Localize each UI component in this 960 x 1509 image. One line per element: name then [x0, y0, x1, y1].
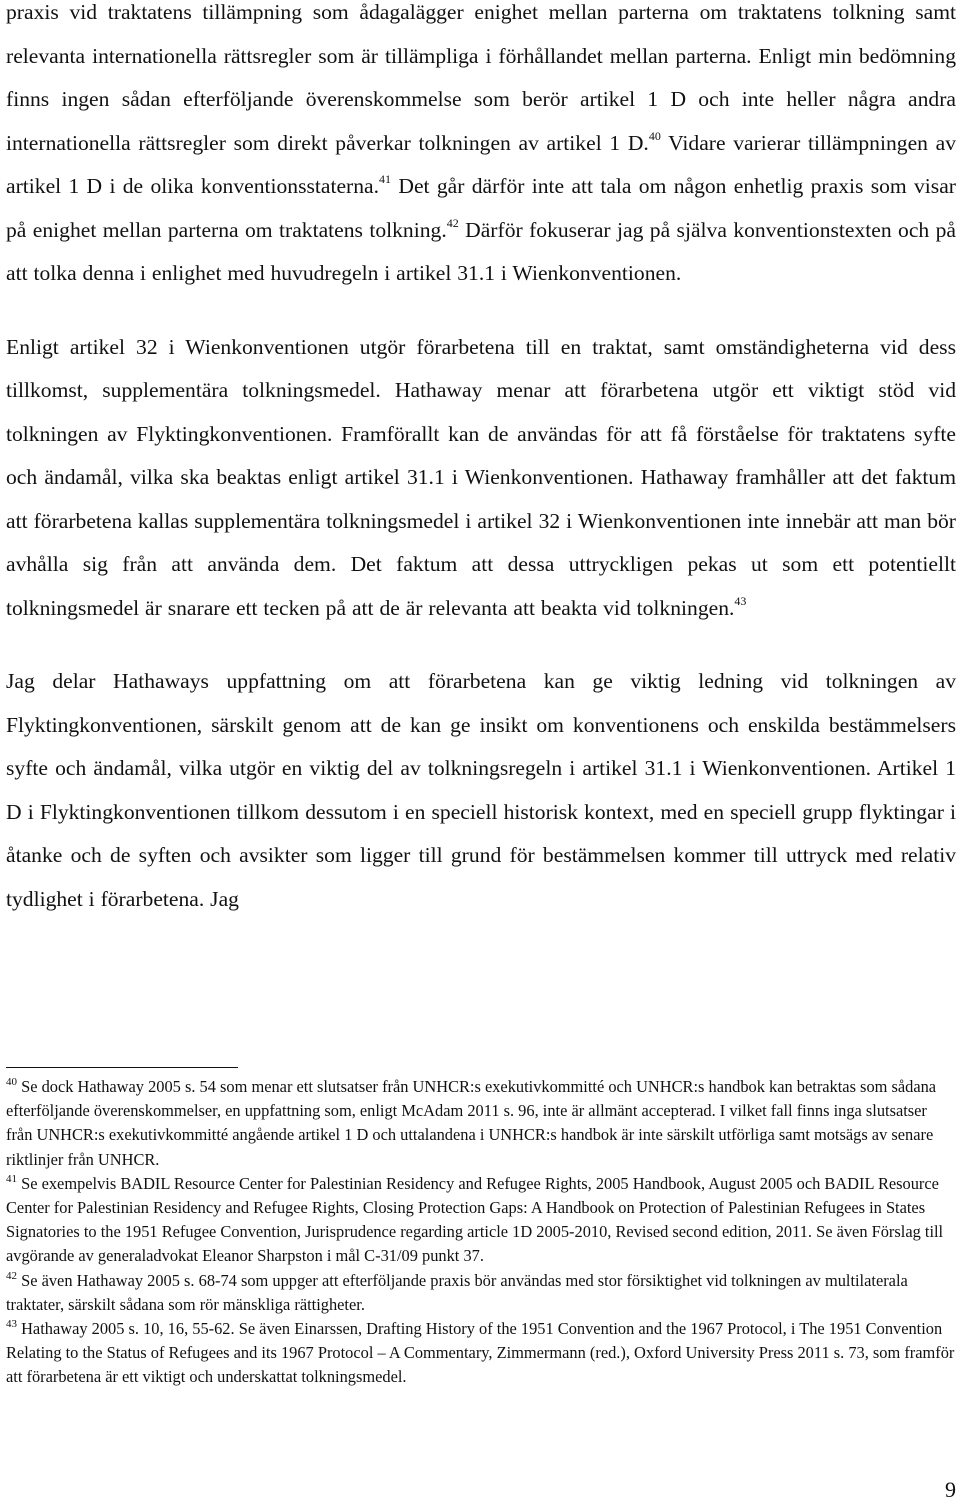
paragraph-text: Jag delar Hathaways uppfattning om att förarbetena kan ge viktig ledning vid tolkningen av Flyktingkonventionen, särskilt genom att de kan ge insikt om konventionens och enskilda bestämmelsers syfte och ändamål, vilka utgör en viktig del av tolkningsregeln i artikel 31.1 i Wienkonventionen. Artikel 1 D i Flyktingkonventionen tillkom dessutom i en speciell historisk kontext, med en speciell grupp flyktingar i åtanke och de syften och avsikter som ligger till grund för bestämmelsen kommer till uttryck med relativ tydlighet i förarbetena. Jag	[6, 669, 956, 911]
page-number: 9	[945, 1477, 956, 1502]
document-page	[6, 0, 957, 1387]
body-paragraph	[6, 660, 956, 921]
footnote	[6, 1269, 956, 1317]
paragraph-text: Vidare varierar tillämpningen av artikel 1 D i de olika konventionsstaterna.	[6, 130, 957, 198]
body-paragraph	[6, 0, 956, 296]
paragraph-text: praxis vid traktatens tillämpning som ådagalägger enighet mellan parterna om traktatens tolkning samt relevanta internationella rättsregler som är tillämpliga i förhållandet mellan parterna. Enligt min bedömning finns ingen sådan efterföljande överenskommelse som berör artikel 1 D och inte heller några andra internationella rättsregler som direkt påverkar tolkningen av artikel 1 D.	[6, 0, 956, 155]
footnote-text: Se dock Hathaway 2005 s. 54 som menar ett slutsatser från UNHCR:s exekutivkommitté och UNHCR:s handbok kan betraktas som sådana efterföljande överenskommelser, en uppfattning som, enligt McAdam 2011 s. 96, inte är allmänt accepterad. I vilket fall finns inga slutsatser från UNHCR:s exekutivkommitté angående artikel 1 D och uttalandena i UNHCR:s handbok är inte särskilt utförliga samt motsägs av senare riktlinjer från UNHCR.	[6, 1077, 937, 1169]
footnote	[6, 1172, 956, 1269]
paragraph-text: Det går därför inte att tala om någon enhetlig praxis som visar på enighet mellan parterna om traktatens tolkning.	[6, 174, 956, 242]
footnote	[6, 1075, 956, 1172]
footnote-reference[interactable]: 41	[379, 172, 392, 186]
footnotes-section	[6, 1075, 956, 1390]
footnote-text: Hathaway 2005 s. 10, 16, 55-62. Se även Einarssen, Drafting History of the 1951 Convention and the 1967 Protocol, i The 1951 Convention Relating to the Status of Refugees and its 1967 Protocol – A Commentary, Zimmermann (red.), Oxford University Press 2011 s. 73, som framför att förarbetena är ett viktigt och underskattat tolkningsmedel.	[6, 1319, 955, 1387]
footnote-reference[interactable]: 42	[446, 215, 459, 230]
footnote	[6, 1317, 956, 1390]
footnote-separator	[6, 1067, 238, 1068]
footnote-reference[interactable]: 43	[734, 593, 747, 608]
footnote-text: Se även Hathaway 2005 s. 68-74 som uppger att efterföljande praxis bör användas med stor försiktighet vid tolkningen av multilaterala traktater, särskilt sådana som rör mänskliga rättigheter.	[6, 1270, 908, 1314]
body-paragraph	[6, 326, 956, 631]
footnote-text: Se exempelvis BADIL Resource Center for Palestinian Residency and Refugee Rights, 2005 Handbook, August 2005 och BADIL Resource Center for Palestinian Residency and Refugee Rights, Closing Protection Gaps: A Handbook on Protection of Palestinian Refugees in States Signatories to the 1951 Refugee Convention, Jurisprudence regarding article 1D 2005-2010, Revised second edition, 2011. Se även Förslag till avgörande av generaladvokat Eleanor Sharpston i mål C-31/09 punkt 37.	[6, 1173, 944, 1266]
footnote-number: 43	[6, 1318, 17, 1331]
paragraph-text: Därför fokuserar jag på själva konventionstexten och på att tolka denna i enlighet med huvudregeln i artikel 31.1 i Wienkonventionen.	[6, 217, 957, 285]
footnote-reference[interactable]: 40	[648, 128, 661, 143]
paragraph-text: Enligt artikel 32 i Wienkonventionen utgör förarbetena till en traktat, samt omständigheterna vid dess tillkomst, supplementära tolkningsmedel. Hathaway menar att förarbetena utgör ett viktigt stöd vid tolkningen av Flyktingkonventionen. Framförallt kan de användas för att få förståelse för traktatens syfte och ändamål, vilka ska beaktas enligt artikel 31.1 i Wienkonventionen. Hathaway framhåller att det faktum att förarbetena kallas supplementära tolkningsmedel i artikel 32 i Wienkonventionen inte innebär att man bör avhålla sig från att använda dem. Det faktum att dessa uttryckligen pekas ut som ett potentiellt tolkningsmedel är snarare ett tecken på att de är relevanta att beakta vid tolkningen.	[6, 334, 956, 620]
footnote-number: 42	[6, 1269, 17, 1282]
footnote-number: 41	[6, 1172, 17, 1185]
footnote-number: 40	[6, 1076, 17, 1088]
